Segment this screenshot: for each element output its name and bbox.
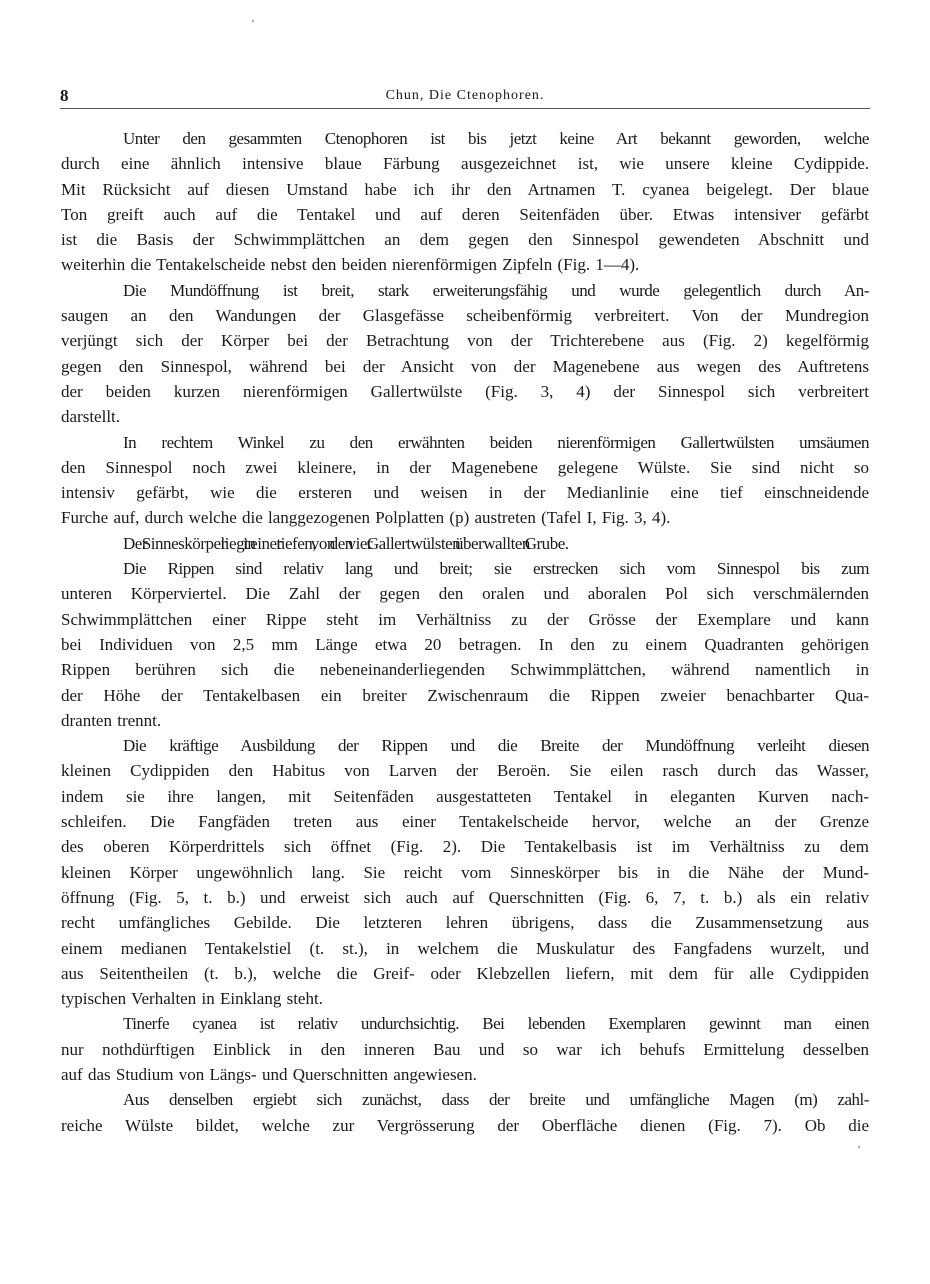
body-text (61, 126, 869, 1138)
text-line: auf das Studium von Längs- und Querschnitten angewiesen. (61, 1064, 477, 1084)
text-line: Ton greift auch auf die Tentakel und auf deren Seitenfäden über. Etwas intensiver gefärbt (61, 204, 869, 224)
paragraph (61, 531, 869, 556)
text-line: durch eine ähnlich intensive blaue Färbung ausgezeichnet ist, wie unsere kleine Cydippide. (61, 154, 869, 174)
text-line: nur nothdürftigen Einblick in den inneren Bau und so war ich behufs Ermittelung desselben (61, 1039, 869, 1059)
text-line: recht umfängliches Gebilde. Die letzteren lehren übrigens, dass die Zusammensetzung aus (61, 913, 869, 933)
paragraph (61, 278, 869, 430)
text-line: intensiv gefärbt, wie die ersteren und weisen in der Medianlinie eine tief einschneidende (61, 483, 869, 503)
text-line: Mit Rücksicht auf diesen Umstand habe ich ihr den Artnamen T. cyanea beigelegt. Der blaue (61, 179, 869, 199)
page-number: 8 (60, 86, 69, 105)
text-line: der Höhe der Tentakelbasen ein breiter Zwischenraum die Rippen zweier benachbarter Qua- (61, 685, 869, 705)
paragraph (61, 1011, 869, 1087)
text-line: kleinen Cydippiden den Habitus von Larven der Beroën. Sie eilen rasch durch das Wasser, (61, 761, 869, 781)
text-line: verjüngt sich der Körper bei der Betrachtung von der Trichterebene aus (Fig. 2) kegelförmig (61, 331, 869, 351)
running-header (60, 86, 870, 109)
text-line: typischen Verhalten in Einklang steht. (61, 989, 323, 1009)
text-line: schleifen. Die Fangfäden treten aus einer Tentakelscheide hervor, welche an der Grenze (61, 812, 869, 832)
text-line: kleinen Körper ungewöhnlich lang. Sie reicht vom Sinneskörper bis in die Nähe der Mund- (61, 862, 869, 882)
text-line: Die Rippen sind relativ lang und breit; sie erstrecken sich vom Sinnespol bis zum (123, 559, 869, 579)
text-line: aus Seitentheilen (t. b.), welche die Greif- oder Klebzellen liefern, mit dem für alle Cydippiden (61, 963, 869, 983)
paragraph (61, 556, 869, 733)
text-line: saugen an den Wandungen der Glasgefässe scheibenförmig verbreitert. Von der Mundregion (61, 306, 869, 326)
text-line: einem medianen Tentakelstiel (t. st.), in welchem die Muskulatur des Fangfadens wurzelt, und (61, 938, 869, 958)
paragraph (61, 1087, 869, 1138)
text-line: ist die Basis der Schwimmplättchen an dem gegen den Sinnespol gewendeten Abschnitt und (61, 230, 869, 250)
text-line: reiche Wülste bildet, welche zur Vergrösserung der Oberfläche dienen (Fig. 7). Ob die (61, 1115, 869, 1135)
scan-speck (252, 20, 254, 22)
text-line: den Sinnespol noch zwei kleinere, in der Magenebene gelegene Wülste. Sie sind nicht so (61, 457, 869, 477)
paragraph (61, 430, 869, 531)
text-line: unteren Körperviertel. Die Zahl der gegen den oralen und aboralen Pol sich verschmälernden (61, 584, 869, 604)
text-line: Der Sinneskörper liegt in einer tiefen, von den vier Gallertwülsten überwallten Grube. (123, 533, 569, 553)
text-line: bei Individuen von 2,5 mm Länge etwa 20 betragen. In den zu einem Quadranten gehörigen (61, 634, 869, 654)
paragraph (61, 126, 869, 278)
scan-speck (858, 1146, 860, 1148)
text-line: Tinerfe cyanea ist relativ undurchsichtig. Bei lebenden Exemplaren gewinnt man einen (123, 1014, 869, 1034)
text-line: Die kräftige Ausbildung der Rippen und die Breite der Mundöffnung verleiht diesen (123, 736, 869, 756)
text-line: darstellt. (61, 407, 121, 427)
text-line: Schwimmplättchen einer Rippe steht im Verhältniss zu der Grösse der Exemplare und kann (61, 609, 869, 629)
text-line: Furche auf, durch welche die langgezogenen Polplatten (p) austreten (Tafel I, Fig. 3, 4). (61, 508, 671, 528)
text-line: des oberen Körperdrittels sich öffnet (Fig. 2). Die Tentakelbasis ist im Verhältniss zu dem (61, 837, 869, 857)
text-line: Die Mundöffnung ist breit, stark erweiterungsfähig und wurde gelegentlich durch An- (123, 280, 869, 300)
running-title: Chun, Die Ctenophoren. (385, 88, 545, 103)
text-line: gegen den Sinnespol, während bei der Ansicht von der Magenebene aus wegen des Auftretens (61, 356, 869, 376)
text-line: Unter den gesammten Ctenophoren ist bis jetzt keine Art bekannt geworden, welche (123, 129, 869, 148)
text-line: dranten trennt. (61, 710, 162, 730)
text-line: öffnung (Fig. 5, t. b.) und erweist sich auch auf Querschnitten (Fig. 6, 7, t. b.) als ein relativ (61, 887, 869, 907)
text-line: Rippen berühren sich die nebeneinanderliegenden Schwimmplättchen, während namentlich in (61, 660, 869, 680)
text-line: indem sie ihre langen, mit Seitenfäden ausgestatteten Tentakel in eleganten Kurven nach- (61, 786, 869, 806)
paragraph (61, 733, 869, 1011)
text-line: weiterhin die Tentakelscheide nebst den beiden nierenförmigen Zipfeln (Fig. 1—4). (61, 255, 640, 275)
text-line: In rechtem Winkel zu den erwähnten beiden nierenförmigen Gallertwülsten umsäumen (123, 432, 869, 452)
text-line: der beiden kurzen nierenförmigen Gallertwülste (Fig. 3, 4) der Sinnespol sich verbreitert (61, 381, 869, 401)
text-line: Aus denselben ergiebt sich zunächst, dass der breite und umfängliche Magen (m) zahl- (123, 1090, 869, 1110)
